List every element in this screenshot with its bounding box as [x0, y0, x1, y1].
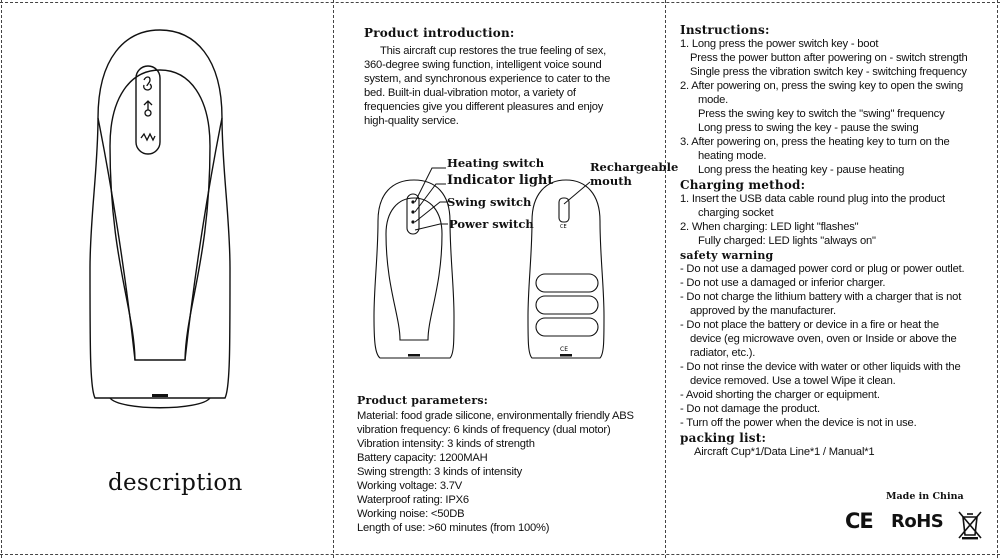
heating-switch-label: Heating switch [447, 156, 545, 170]
intro-line: frequencies give you different pleasures and enjoy [364, 101, 604, 113]
instructions-line: Long press to swing the key - pause the swing [698, 122, 919, 134]
heat-glyph [144, 77, 152, 90]
instructions-line: Press the swing key to switch the "swing" frequency [698, 108, 945, 120]
ce-mark-small: CE [560, 224, 567, 230]
rechargeable-label-line: Rechargeable [590, 160, 679, 174]
param-line: Working noise: <50DB [357, 508, 465, 520]
safety-line: device removed. Use a towel Wipe it clean. [690, 375, 896, 387]
top-cut-line [0, 2, 1000, 3]
product-introduction-heading: Product introduction: [364, 26, 515, 40]
intro-line: system, and synchronous experience to cater to the [364, 73, 611, 85]
param-line: Vibration intensity: 3 kinds of strength [357, 438, 535, 450]
charging-line: Fully charged: LED lights "always on" [698, 235, 876, 247]
instructions-line: 2. After powering on, press the swing key to open the swing [680, 80, 963, 92]
param-line: Length of use: >60 minutes (from 100%) [357, 522, 550, 534]
param-line: Waterproof rating: IPX6 [357, 494, 469, 506]
charging-list [680, 192, 992, 248]
charging-line: charging socket [698, 207, 774, 219]
rohs-mark: RoHS [891, 511, 944, 532]
product-parameters-heading: Product parameters: [357, 394, 489, 407]
packing-line: Aircraft Cup*1/Data Line*1 / Manual*1 [694, 446, 875, 458]
instructions-line: Press the power button after powering on - switch strength [690, 52, 968, 64]
safety-line: - Do not damage the product. [680, 403, 820, 415]
charging-heading: Charging method: [680, 178, 806, 192]
instructions-line: mode. [698, 94, 729, 106]
ce-mark-base: CE [560, 346, 568, 353]
intro-line: This aircraft cup restores the true feeling of sex, [380, 45, 607, 57]
rechargeable-mouth-label [590, 160, 678, 188]
product-parameters-list [357, 409, 657, 535]
param-line: vibration frequency: 6 kinds of frequency (dual motor) [357, 424, 611, 436]
instructions-line: heating mode. [698, 150, 767, 162]
charging-line: 1. Insert the USB data cable round plug into the product [680, 193, 945, 205]
instructions-line: Single press the vibration switch key - switching frequency [690, 66, 967, 78]
charging-line: 2. When charging: LED light "flashes" [680, 221, 859, 233]
panel-title: description [108, 470, 243, 496]
indicator-light-label: Indicator light [447, 173, 554, 188]
weee-bin-icon [957, 510, 983, 540]
safety-line: - Turn off the power when the device is not in use. [680, 417, 917, 429]
packing-heading: packing list: [680, 431, 767, 445]
fold-line-2 [665, 0, 666, 558]
safety-line: radiator, etc.). [690, 347, 756, 359]
product-introduction [364, 26, 654, 128]
safety-line: approved by the manufacturer. [690, 305, 836, 317]
safety-line: - Do not rinse the device with water or other liquids with the [680, 361, 961, 373]
rechargeable-label-line: mouth [590, 174, 632, 188]
fold-line-1 [333, 0, 334, 558]
instructions-column [680, 23, 992, 459]
bottom-cut-line [0, 554, 1000, 555]
safety-heading: safety warning [680, 249, 774, 262]
param-line: Material: food grade silicone, environmentally friendly ABS [357, 410, 634, 422]
left-cut-line [1, 0, 2, 558]
instructions-line: 3. After powering on, press the heating key to turn on the [680, 136, 950, 148]
safety-line: device (eg microwave oven, oven or Inside or above the [690, 333, 957, 345]
safety-line: - Do not use a damaged power cord or plug or power outlet. [680, 263, 965, 275]
safety-line: - Do not place the battery or device in a fire or heat the [680, 319, 939, 331]
param-line: Swing strength: 3 kinds of intensity [357, 466, 523, 478]
safety-list [680, 262, 992, 430]
safety-line: - Do not use a damaged or inferior charger. [680, 277, 886, 289]
safety-line: - Avoid shorting the charger or equipment. [680, 389, 880, 401]
intro-line: 360-degree swing function, intelligent voice sound [364, 59, 602, 71]
instructions-line: Long press the heating key - pause heating [698, 164, 905, 176]
power-switch-label: Power switch [449, 217, 534, 231]
right-cut-line [997, 0, 998, 558]
ce-mark: CE [845, 509, 873, 533]
swing-switch-label: Swing switch [447, 195, 532, 209]
instructions-heading: Instructions: [680, 23, 770, 37]
instructions-line: 1. Long press the power switch key - boot [680, 38, 879, 50]
intro-line: high-quality service. [364, 115, 459, 127]
made-in-china: Made in China [886, 491, 964, 502]
product-parameters [357, 394, 657, 535]
param-line: Battery capacity: 1200MAH [357, 452, 488, 464]
safety-line: - Do not charge the lithium battery with a charger that is not [680, 291, 962, 303]
intro-line: bed. Built-in dual-vibration motor, a variety of [364, 87, 576, 99]
param-line: Working voltage: 3.7V [357, 480, 463, 492]
product-introduction-text [364, 44, 654, 128]
instructions-list [680, 37, 992, 177]
product-front-illustration [80, 18, 240, 418]
